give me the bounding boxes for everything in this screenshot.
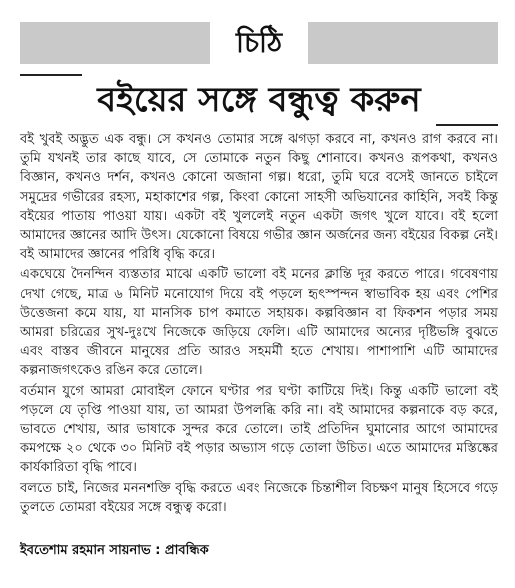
header-bar-left	[20, 22, 210, 64]
paragraph-2: একঘেয়ে দৈনন্দিন ব্যস্ততার মাঝে একটি ভালো বই মনের ক্লান্তি দূর করতে পারে। গবেষণায় দেখা গেছে, মাত্র ৬ মিনিট মনোযোগ দিয়ে বই পড়লে হৃৎস্পন্দন স্বাভাবিক হয় এবং পেশির উত্তেজনা কমে যায়, যা মানসিক চাপ কমাতে সহায়ক। কল্পবিজ্ঞান বা ফিকশন পড়ার সময় আমরা চরিত্রের সুখ-দুঃখে নিজেকে জড়িয়ে ফেলি। এটি আমাদের অন্যের দৃষ্টিভঙ্গি বুঝতে এবং বাস্তব জীবনে মানুষের প্রতি আরও সহমর্মী হতে শেখায়। পাশাপাশি এটি আমাদের কল্পনাজগৎকেও রঙিন করে তোলে।	[20, 267, 498, 379]
paragraph-1: বই খুবই অদ্ভুত এক বন্ধু। সে কখনও তোমার সঙ্গে ঝগড়া করবে না, কখনও রাগ করবে না। তুমি যখনই তার কাছে যাবে, সে তোমাকে নতুন কিছু শোনাবে। কখনও রূপকথা, কখনও বিজ্ঞান, কখনও দর্শন, কখনও কোনো অজানা গল্প। ধরো, তুমি ঘরে বসেই জানতে চাইলে সমুদ্রের গভীরের রহস্য, মহাকাশের গল্প, কিংবা কোনো সাহসী অভিযানের কাহিনি, সবই কিন্তু বইয়ের পাতায় পাওয়া যায়। একটা বই খুললেই নতুন একটা জগৎ খুলে যাবে। বই হলো আমাদের জ্ঞানের আদি উৎস। যেকোনো বিষয়ে গভীর জ্ঞান অর্জনের জন্য বইয়ের বিকল্প নেই। বই আমাদের জ্ঞানের পরিধি বৃদ্ধি করে।	[20, 132, 498, 263]
section-header	[20, 22, 498, 64]
title-rule-left	[20, 74, 82, 76]
paragraph-3: বর্তমান যুগে আমরা মোবাইল ফোনে ঘণ্টার পর ঘণ্টা কাটিয়ে দিই। কিন্তু একটি ভালো বই পড়লে যে তৃপ্তি পাওয়া যায়, তা আমরা উপলব্ধি করি না। বই আমাদের কল্পনাকে বড় করে, ভাবতে শেখায়, আর ভাষাকে সুন্দর করে তোলে। তাই প্রতিদিন ঘুমানোর আগে আমাদের কমপক্ষে ২০ থেকে ৩০ মিনিট বই পড়ার অভ্যাস গড়ে তোলা উচিত। এতে আমাদের মস্তিষ্কের কার্যকারিতা বৃদ্ধি পাবে।	[20, 383, 498, 476]
title-block	[20, 74, 498, 126]
author-byline: ইবতেশাম রহমান সায়নাভ : প্রাবন্ধিক	[20, 543, 209, 558]
article-title: বইয়ের সঙ্গে বন্ধুত্ব করুন	[97, 80, 421, 120]
paragraph-4: বলতে চাই, নিজের মননশক্তি বৃদ্ধি করতে এবং নিজেকে চিন্তাশীল বিচক্ষণ মানুষ হিসেবে গড়ে তুলতে তোমরা বইয়ের সঙ্গে বন্ধুত্ব করো।	[20, 480, 498, 515]
header-bar-right	[308, 22, 498, 64]
section-title: চিঠি	[235, 26, 283, 59]
article-body	[20, 130, 498, 518]
title-rule-right	[436, 124, 498, 126]
